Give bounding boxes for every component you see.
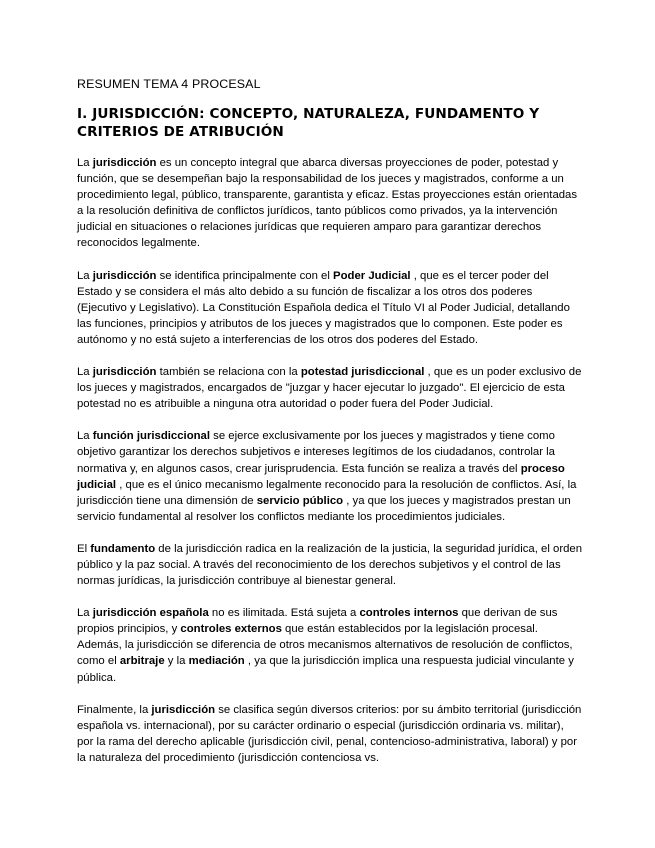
bold-term: proceso judicial bbox=[77, 462, 565, 491]
text-run: Finalmente, la bbox=[77, 703, 152, 716]
text-run: La bbox=[77, 366, 93, 379]
bold-term: arbitraje bbox=[119, 655, 165, 668]
paragraph bbox=[77, 541, 583, 589]
paragraph bbox=[77, 155, 583, 252]
text-run: , que es el único mecanismo legalmente reconocido para la resolución de conflictos. Así, la jurisdicción tiene una dimensión de bbox=[77, 478, 577, 507]
text-run: también se relaciona con la bbox=[156, 366, 301, 379]
bold-term: controles internos bbox=[359, 607, 459, 620]
bold-term: jurisdicción bbox=[92, 366, 157, 379]
text-run: La bbox=[77, 607, 93, 620]
bold-term: servicio público bbox=[256, 494, 344, 507]
bold-term: función jurisdiccional bbox=[92, 430, 211, 443]
text-run: que derivan de sus propios principios, y bbox=[77, 607, 558, 636]
text-run: se ejerce exclusivamente por los jueces y magistrados y tiene como objetivo garantizar los derechos subjetivos e intereses legítimos de los ciudadanos, controlar la normativa y, en algunos casos, crear jurisprudencia. Esta función se realiza a través del bbox=[77, 430, 555, 475]
paragraph bbox=[77, 428, 583, 525]
bold-term: fundamento bbox=[90, 542, 156, 555]
text-run: La bbox=[77, 269, 93, 282]
text-run: , ya que los jueces y magistrados prestan un servicio fundamental al resolver los conflictos mediante los procedimientos judiciales. bbox=[77, 494, 571, 523]
text-run: no es ilimitada. Está sujeta a bbox=[208, 607, 360, 620]
text-run: se clasifica según diversos criterios: por su ámbito territorial (jurisdicción española vs. internacional), por su carácter ordinario o especial (jurisdicción ordinaria vs. militar), por la rama del derecho aplicable (jurisdicción civil, penal, contencioso-administrativa, laboral) y por la naturaleza del procedimiento (jurisdicción contenciosa vs. bbox=[77, 703, 582, 764]
document-page bbox=[77, 76, 583, 782]
text-run: y la bbox=[164, 655, 189, 668]
bold-term: controles externos bbox=[180, 623, 282, 636]
text-run: La bbox=[77, 157, 93, 169]
text-run: de la jurisdicción radica en la realización de la justicia, la seguridad jurídica, el orden público y la paz social. A través del reconocimiento de los derechos subjetivos y el control de las normas jurídicas, la jurisdicción contribuye al bienestar general. bbox=[77, 542, 583, 588]
paragraph bbox=[77, 605, 583, 685]
text-run: , ya que la jurisdicción implica una respuesta judicial vinculante y pública. bbox=[77, 655, 574, 684]
bold-term: jurisdicción bbox=[151, 703, 216, 716]
paragraph bbox=[77, 268, 583, 348]
text-run: La bbox=[77, 430, 93, 443]
bold-term: mediación bbox=[188, 655, 245, 668]
text-run: es un concepto integral que abarca diversas proyecciones de poder, potestad y función, que se desempeñan bajo la responsabilidad de los jueces y magistrados, conforme a un procedimiento legal, público, transparente, garantista y eficaz. Estas proyecciones están orientadas a la resolución definitiva de conflictos jurídicos, tanto públicos como privados, ya la intervención judicial en situaciones o relaciones jurídicas que requieren amparo para garantizar derechos reconocidos legalmente. bbox=[77, 157, 578, 250]
section-title: I. JURISDICCIÓN: CONCEPTO, NATURALEZA, FUNDAMENTO Y CRITERIOS DE ATRIBUCIÓN bbox=[77, 106, 540, 140]
paragraph bbox=[77, 702, 583, 766]
document-header: RESUMEN TEMA 4 PROCESAL bbox=[77, 77, 261, 91]
text-run: se identifica principalmente con el bbox=[156, 269, 334, 282]
bold-term: jurisdicción bbox=[92, 157, 157, 169]
text-run: , que es el tercer poder del Estado y se considera el más alto debido a su función de fiscalizar a los otros dos poderes (Ejecutivo y Legislativo). La Constitución Española dedica el Título VI al Poder Judicial, detallando las funciones, principios y atributos de los jueces y magistrados que lo componen. Este poder es autónomo y no está sujeto a interferencias de los otros dos poderes del Estado. bbox=[77, 269, 570, 346]
body-text bbox=[77, 155, 583, 766]
bold-term: Poder Judicial bbox=[333, 269, 411, 282]
text-run: El bbox=[77, 542, 91, 555]
text-run: que están establecidos por la legislación procesal. Además, la jurisdicción se diferencia de otros mecanismos alternativos de resolución de conflictos, como el bbox=[77, 623, 573, 668]
text-run: , que es un poder exclusivo de los jueces y magistrados, encargados de "juzgar y hacer ejecutar lo juzgado". El ejercicio de esta potestad no es atribuible a ninguna otra autoridad o poder fuera del Poder Judicial. bbox=[77, 366, 582, 411]
bold-term: jurisdicción española bbox=[92, 607, 209, 620]
bold-term: jurisdicción bbox=[92, 269, 157, 282]
paragraph bbox=[77, 364, 583, 412]
bold-term: potestad jurisdiccional bbox=[300, 366, 425, 379]
